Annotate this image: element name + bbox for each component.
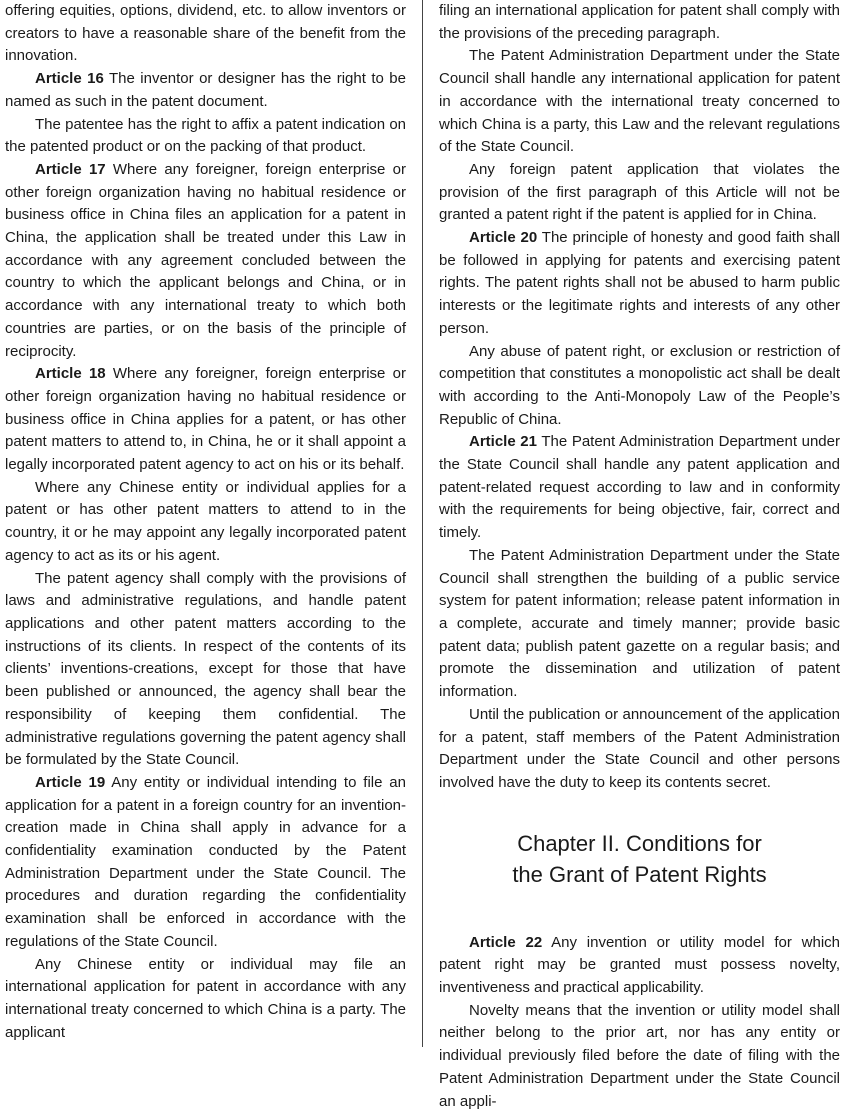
article-text: The inventor or designer has the right to be named as such in the patent document. [5,70,406,110]
article-19 [5,772,406,954]
article-18 [5,363,406,477]
article-label: Article 16 [35,70,104,88]
article-text: The Patent Administration Department under the State Council shall handle any patent application and patent-related request according to law and in conformity with the requirements for being objective, fair, correct and timely. [439,433,840,542]
paragraph: filing an international application for patent shall comply with the provisions of the preceding paragraph. [439,2,840,42]
paragraph: The Patent Administration Department under the State Council shall strengthen the building of a public service system for patent information; release patent information in a complete, accurate and timely manner; provide basic patent data; publish patent gazette on a regular basis; and promote the dissemination and utilization of patent information. [439,546,840,701]
article-label: Article 17 [35,160,106,178]
article-label: Article 19 [35,773,106,791]
paragraph: Any abuse of patent right, or exclusion or restriction of competition that constitutes a monopolistic act shall be dealt with according to the Anti-Monopoly Law of the People’s Republic of China. [439,342,840,428]
column-divider [422,0,423,1047]
article-label: Article 18 [35,365,106,383]
article-text: The principle of honesty and good faith shall be followed in applying for patents and exercising patent rights. The patent rights shall not be abused to harm public interests or the legitimate rights and interests of any other person. [439,229,841,337]
chapter-heading [439,828,840,890]
article-text: Any entity or individual intending to file an application for a patent in a foreign country for an invention-creation made in China shall apply in advance for a confidentiality examination conducted by the Patent Administration Department under the State Council. The procedures and duration regarding the confidentiality examination shall be enforced in accordance with the regulations of the State Council. [5,773,406,950]
article-16 [5,68,406,113]
paragraph: Where any Chinese entity or individual applies for a patent or has other patent matters to attend to in the country, it or he may appoint any legally incorporated patent agency to act as its or his agent. [5,478,406,564]
chapter-heading-line: Chapter II. Conditions for [517,830,762,856]
paragraph: Until the publication or announcement of the application for a patent, staff members of the Patent Administration Department under the State Council and other persons involved have the duty to keep its contents secret. [439,705,840,791]
left-column [5,0,406,1044]
article-21 [439,431,840,545]
right-column [439,0,840,1113]
paragraph: Any Chinese entity or individual may file an international application for patent in accordance with any international treaty concerned to which China is a party. The applicant [5,955,406,1041]
chapter-heading-line: the Grant of Patent Rights [512,861,767,887]
article-17 [5,159,406,363]
article-20 [439,227,840,341]
article-22 [439,932,840,1000]
article-text: Any invention or utility model for which patent right may be granted must possess novelty, inventiveness and practical applicability. [439,933,840,997]
paragraph: offering equities, options, dividend, etc. to allow inventors or creators to have a reasonable share of the benefit from the innovation. [5,2,406,65]
article-label: Article 20 [469,229,538,247]
article-label: Article 21 [469,433,537,451]
article-text: Where any foreigner, foreign enterprise or other foreign organization having no habitual residence or business office in China files an application for a patent in China, the application shall be treated under this Law in accordance with any agreement concluded between the country to which the applicant belongs and China, or in accordance with any international treaty to which both countries are parties, or on the basis of the principle of reciprocity. [5,160,406,360]
paragraph: Novelty means that the invention or utility model shall neither belong to the prior art, nor has any entity or individual previously filed before the date of filing with the Patent Administration Department under the State Council an appli- [439,1001,840,1110]
article-label: Article 22 [469,933,543,951]
article-text: Where any foreigner, foreign enterprise or other foreign organization having no habitual residence or business office in China applies for a patent, or has other patent matters to attend to, in China, he or it shall appoint a legally incorporated patent agency to act on his or its behalf. [5,365,406,474]
paragraph: Any foreign patent application that violates the provision of the first paragraph of this Article will not be granted a patent right if the patent is applied for in China. [439,160,840,224]
paragraph: The patent agency shall comply with the provisions of laws and administrative regulations, and handle patent applications and other patent matters according to the instructions of its clients. In respect of the contents of its clients’ inventions-creations, except for those that have been published or announced, the agency shall bear the responsibility of keeping them confidential. The administrative regulations governing the patent agency shall be formulated by the State Council. [5,569,406,769]
paragraph: The Patent Administration Department under the State Council shall handle any international application for patent in accordance with the international treaty concerned to which China is a party, this Law and the relevant regulations of the State Council. [439,47,840,156]
paragraph: The patentee has the right to affix a patent indication on the patented product or on the packing of that product. [5,115,406,156]
